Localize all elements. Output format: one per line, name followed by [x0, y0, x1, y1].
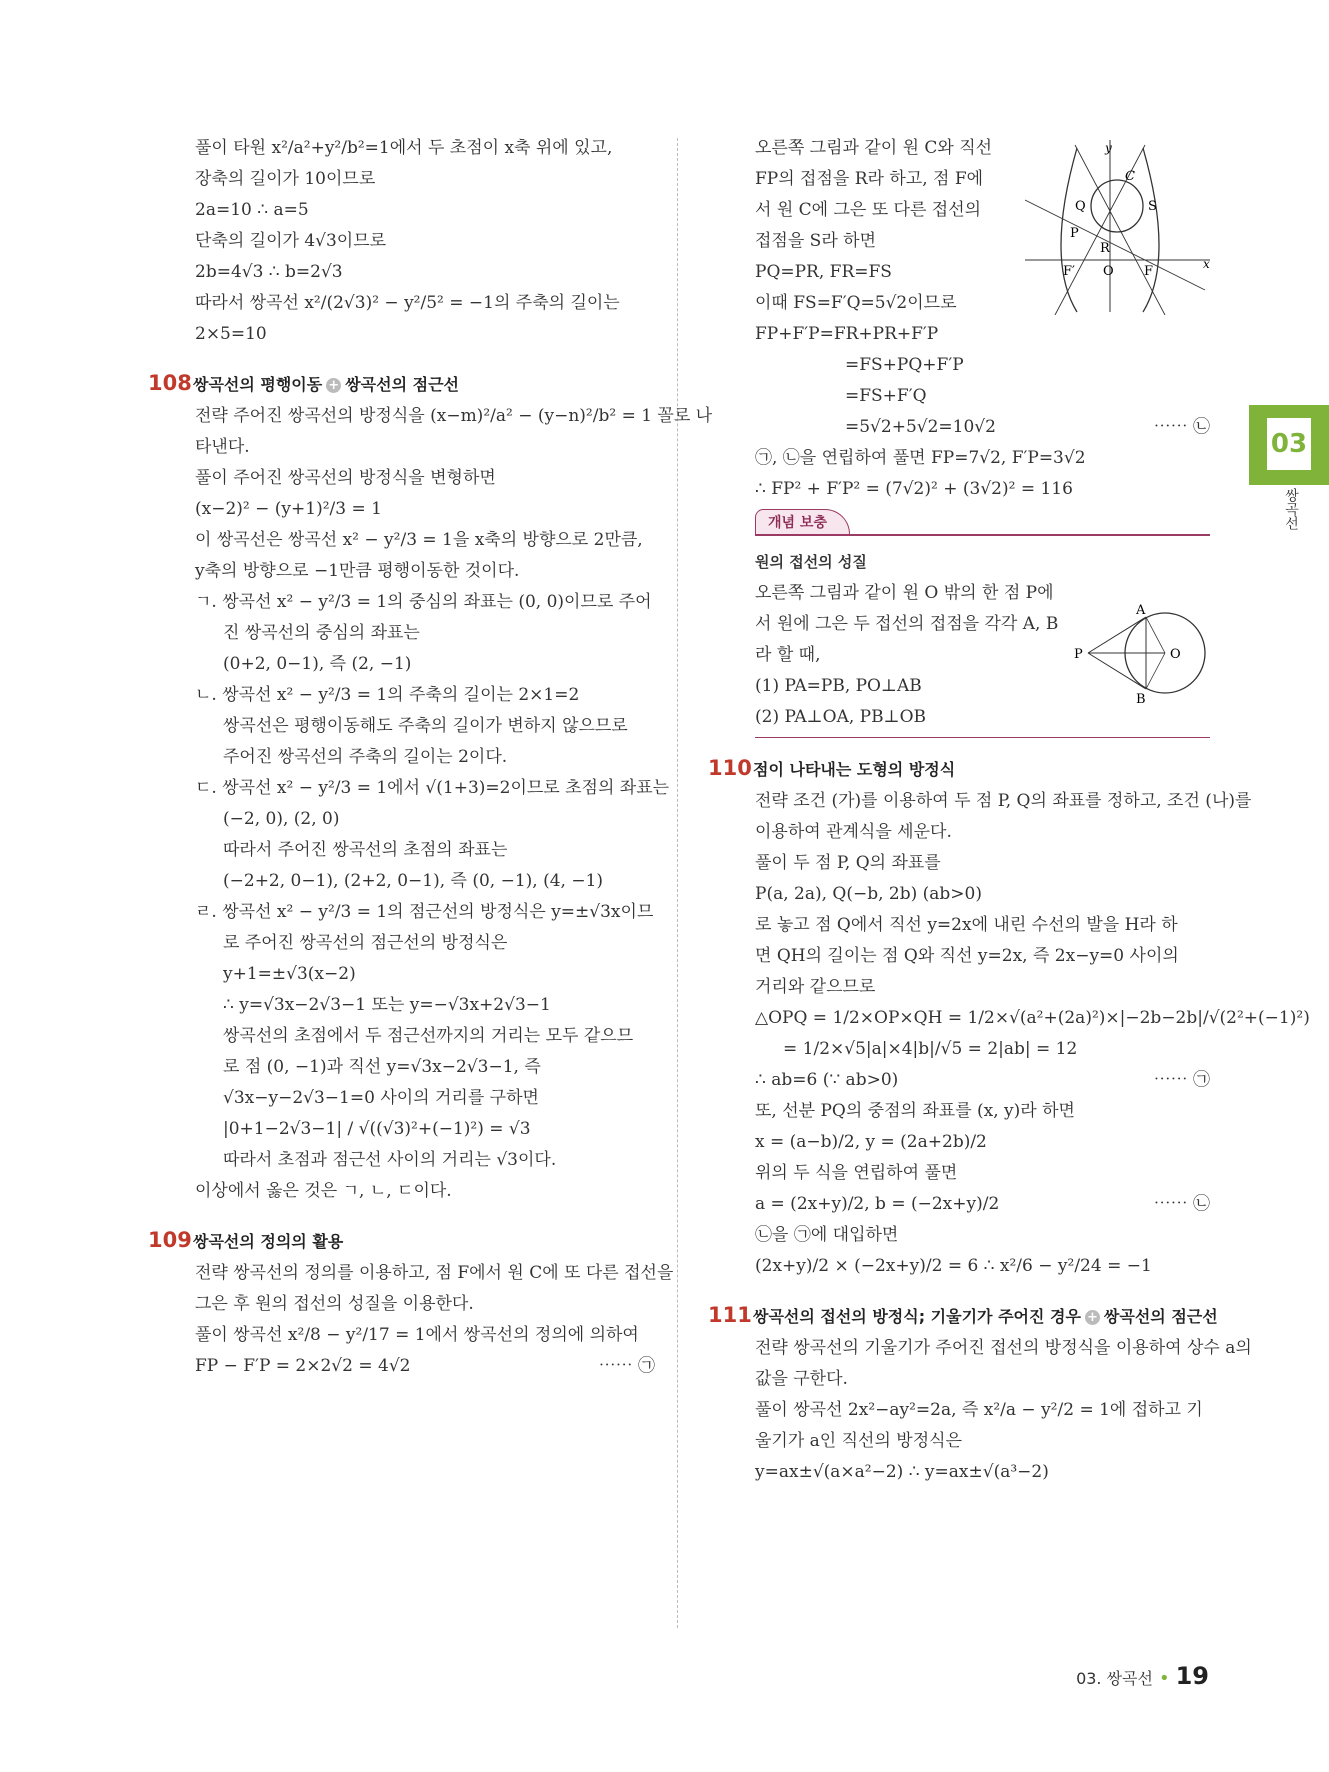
line-text: 쌍곡선의 초점에서 두 점근선까지의 거리는 모두 같으므 [223, 1026, 634, 1046]
text-line [755, 820, 1210, 844]
left-column [148, 136, 713, 1385]
text-line [755, 1130, 1210, 1154]
text-line [755, 913, 1210, 937]
plus-icon: + [326, 378, 341, 393]
line-text: 풀이 쌍곡선 x²/8 − y²/17 = 1에서 쌍곡선의 정의에 의하여 [195, 1325, 639, 1345]
fig1-o-label: O [1103, 264, 1114, 279]
line-text: ∴ FP² + F′P² = (7√2)² + (3√2)² = 116 [755, 479, 1073, 499]
line-text: 로 주어진 쌍곡선의 점근선의 방정식은 [223, 933, 508, 953]
line-text: 오른쪽 그림과 같이 원 O 밖의 한 점 P에 [755, 583, 1054, 603]
text-line [195, 1117, 655, 1141]
text-line [755, 1398, 1210, 1422]
text-line [195, 1292, 655, 1316]
problem-title-secondary: 쌍곡선의 점근선 [1103, 1307, 1218, 1326]
circle-tangent-figure [1070, 600, 1220, 705]
text-line [755, 477, 1210, 501]
line-text: 전략 쌍곡선의 기울기가 주어진 접선의 방정식을 이용하여 상수 a의 [755, 1338, 1252, 1358]
text-line [755, 1223, 1210, 1247]
line-text: 울기가 a인 직선의 방정식은 [755, 1431, 962, 1451]
line-text: =5√2+5√2=10√2 [845, 417, 996, 437]
text-line [755, 1099, 1210, 1123]
line-text: 서 원 C에 그은 또 다른 접선의 [755, 200, 982, 220]
line-text: 그은 후 원의 접선의 성질을 이용한다. [195, 1294, 474, 1314]
text-line [195, 1055, 655, 1079]
line-text: = 1/2×√5|a|×4|b|/√5 = 2|ab| = 12 [783, 1039, 1078, 1059]
text-line [195, 1086, 655, 1110]
text-line [755, 446, 1210, 470]
text-line [755, 1068, 1210, 1092]
line-text: a = (2x+y)/2, b = (−2x+y)/2 [755, 1194, 1000, 1214]
line-text: 풀이 쌍곡선 2x²−ay²=2a, 즉 x²/a − y²/2 = 1에 접하고 기 [755, 1400, 1203, 1420]
footer-dot: • [1158, 1668, 1170, 1689]
concept-tab-label: 개념 보충 [755, 509, 850, 534]
column-divider [677, 138, 678, 1628]
line-text: ㄱ. 쌍곡선 x² − y²/3 = 1의 중심의 좌표는 (0, 0)이므로 주어 [195, 592, 652, 612]
text-line [195, 838, 655, 862]
line-text: 로 놓고 점 Q에서 직선 y=2x에 내린 수선의 발을 H라 하 [755, 915, 1178, 935]
text-line [195, 621, 655, 645]
problem-number: 110 [708, 756, 752, 780]
text-line [755, 1254, 1210, 1278]
line-text: ∴ y=√3x−2√3−1 또는 y=−√3x+2√3−1 [223, 995, 551, 1015]
page-footer [1076, 1662, 1209, 1690]
problem-title-secondary: 쌍곡선의 점근선 [345, 375, 459, 394]
fig2-p-label: P [1074, 647, 1083, 662]
text-line [195, 260, 655, 284]
line-text: 이상에서 옳은 것은 ㄱ, ㄴ, ㄷ이다. [195, 1181, 452, 1201]
text-line [755, 944, 1210, 968]
line-text: 풀이 타원 x²/a²+y²/b²=1에서 두 초점이 x축 위에 있고, [195, 138, 613, 158]
text-line [195, 1024, 655, 1048]
line-text: 오른쪽 그림과 같이 원 C와 직선 [755, 138, 993, 158]
text-line [195, 900, 655, 924]
line-text: =FS+F′Q [845, 386, 927, 406]
text-line [195, 198, 655, 222]
line-text: PQ=PR, FR=FS [755, 262, 892, 282]
line-text: 진 쌍곡선의 중심의 좌표는 [223, 623, 420, 643]
plus-icon: + [1085, 1310, 1100, 1325]
line-text: ㄹ. 쌍곡선 x² − y²/3 = 1의 점근선의 방정식은 y=±√3x이므 [195, 902, 654, 922]
line-text: |0+1−2√3−1| / √((√3)²+(−1)²) = √3 [223, 1119, 531, 1139]
line-text: 서 원에 그은 두 접선의 접점을 각각 A, B [755, 614, 1059, 634]
problem-title: 점이 나타내는 도형의 방정식 [753, 760, 956, 779]
text-line [195, 993, 655, 1017]
problem-number: 108 [148, 371, 192, 395]
line-text: ㉠, ㉡을 연립하여 풀면 FP=7√2, F′P=3√2 [755, 448, 1086, 468]
text-line [195, 931, 655, 955]
text-line [195, 807, 655, 831]
text-line [195, 404, 713, 428]
footer-chapter: 03. 쌍곡선 [1076, 1669, 1153, 1688]
line-text: √3x−y−2√3−1=0 사이의 거리를 구하면 [223, 1088, 539, 1108]
problem-109-heading [148, 1228, 655, 1254]
text-line [195, 229, 655, 253]
line-text: FP+F′P=FR+PR+F′P [755, 324, 939, 344]
line-text: 전략 조건 (가)를 이용하여 두 점 P, Q의 좌표를 정하고, 조건 (나)를 [755, 791, 1252, 811]
line-text: 거리와 같으므로 [755, 977, 876, 997]
text-line [195, 136, 655, 160]
text-line [195, 1261, 674, 1285]
line-text: 라 할 때, [755, 645, 821, 665]
concept-rule [755, 534, 1210, 536]
page-number: 19 [1175, 1662, 1209, 1690]
hyperbola-circle-figure [1025, 140, 1215, 315]
text-line [755, 1037, 1210, 1061]
text-line [195, 322, 655, 346]
line-text: 또, 선분 PQ의 중점의 좌표를 (x, y)라 하면 [755, 1101, 1075, 1121]
line-text: 타낸다. [195, 437, 250, 457]
line-text: (2x+y)/2 × (−2x+y)/2 = 6 ∴ x²/6 − y²/24 = −1 [755, 1256, 1152, 1276]
text-line [755, 1460, 1210, 1484]
text-line [755, 705, 1210, 729]
problem-number: 109 [148, 1228, 192, 1252]
line-text: ㉡을 ㉠에 대입하면 [755, 1225, 899, 1245]
problem-110-heading [708, 756, 1210, 782]
problem-title: 쌍곡선의 평행이동 [193, 375, 323, 394]
chapter-number: 03 [1267, 418, 1311, 470]
line-text: 위의 두 식을 연립하여 풀면 [755, 1163, 958, 1183]
problem-title: 쌍곡선의 접선의 방정식; 기울기가 주어진 경우 [753, 1307, 1081, 1326]
line-text: FP의 접점을 R라 하고, 점 F에 [755, 169, 984, 189]
line-text: P(a, 2a), Q(−b, 2b) (ab>0) [755, 884, 982, 904]
line-text: (2) PA⊥OA, PB⊥OB [755, 707, 926, 727]
line-text: (x−2)² − (y+1)²/3 = 1 [195, 499, 382, 519]
line-text: 주어진 쌍곡선의 주축의 길이는 2이다. [223, 747, 508, 767]
line-text: △OPQ = 1/2×OP×QH = 1/2×√(a²+(2a)²)×|−2b−2b|/√(2²+(−1)²) [755, 1008, 1310, 1028]
text-line [755, 882, 1210, 906]
text-line [755, 1429, 1210, 1453]
problem-111-heading [708, 1303, 1218, 1329]
fig1-s-label: S [1148, 199, 1157, 214]
text-line [195, 1148, 655, 1172]
fig2-o-label: O [1170, 647, 1181, 662]
line-text: (−2+2, 0−1), (2+2, 0−1), 즉 (0, −1), (4, −1) [223, 871, 604, 891]
line-text: (0+2, 0−1), 즉 (2, −1) [223, 654, 412, 674]
line-text: ∴ ab=6 (∵ ab>0) [755, 1070, 899, 1090]
line-text: 2a=10 ∴ a=5 [195, 200, 309, 220]
equation-reference: ⋯⋯ ㉡ [1153, 417, 1210, 437]
equation-reference: ⋯⋯ ㉡ [1153, 1194, 1210, 1214]
fig2-b-label: B [1136, 692, 1146, 705]
line-text: 이 쌍곡선은 쌍곡선 x² − y²/3 = 1을 x축의 방향으로 2만큼, [195, 530, 643, 550]
concept-box-header [755, 509, 1210, 536]
text-line [195, 714, 655, 738]
line-text: ㄴ. 쌍곡선 x² − y²/3 = 1의 주축의 길이는 2×1=2 [195, 685, 580, 705]
line-text: 로 점 (0, −1)과 직선 y=√3x−2√3−1, 즉 [223, 1057, 541, 1077]
text-line [195, 435, 655, 459]
line-text: 장축의 길이가 10이므로 [195, 169, 376, 189]
problem-title: 쌍곡선의 정의의 활용 [193, 1232, 344, 1251]
fig1-x-label: x [1203, 257, 1210, 271]
line-text: 원의 접선의 성질 [755, 553, 867, 571]
line-text: (−2, 0), (2, 0) [223, 809, 340, 829]
fig1-q-label: Q [1075, 199, 1086, 214]
text-line [755, 384, 1210, 408]
text-line [755, 550, 1210, 574]
line-text: 이용하여 관계식을 세운다. [755, 822, 952, 842]
line-text: 값을 구한다. [755, 1369, 848, 1389]
text-line [755, 789, 1252, 813]
text-line [195, 497, 655, 521]
line-text: 전략 쌍곡선의 정의를 이용하고, 점 F에서 원 C에 또 다른 접선을 [195, 1263, 674, 1283]
text-line [195, 1323, 655, 1347]
fig1-f-label: F [1144, 264, 1154, 279]
line-text: y+1=±√3(x−2) [223, 964, 356, 984]
line-text: x = (a−b)/2, y = (2a+2b)/2 [755, 1132, 987, 1152]
fig1-p-label: P [1070, 226, 1079, 241]
text-line [195, 590, 655, 614]
line-text: 따라서 쌍곡선 x²/(2√3)² − y²/5² = −1의 주축의 길이는 [195, 293, 620, 313]
text-line [195, 962, 655, 986]
line-text: (1) PA=PB, PO⊥AB [755, 676, 922, 696]
fig2-a-label: A [1136, 603, 1146, 618]
line-text: 쌍곡선은 평행이동해도 주축의 길이가 변하지 않으므로 [223, 716, 628, 736]
text-line [195, 291, 655, 315]
text-line [195, 466, 655, 490]
equation-reference: ⋯⋯ ㉠ [598, 1356, 655, 1376]
fig1-c-label: C [1125, 169, 1135, 184]
line-text: 따라서 초점과 점근선 사이의 거리는 √3이다. [223, 1150, 557, 1170]
line-text: 면 QH의 길이는 점 Q와 직선 y=2x, 즉 2x−y=0 사이의 [755, 946, 1179, 966]
line-text: 2b=4√3 ∴ b=2√3 [195, 262, 343, 282]
fig1-r-label: R [1100, 241, 1110, 256]
line-text: 단축의 길이가 4√3이므로 [195, 231, 387, 251]
text-line [195, 683, 655, 707]
text-line [755, 415, 1210, 439]
line-text: 풀이 주어진 쌍곡선의 방정식을 변형하면 [195, 468, 496, 488]
text-line [755, 1367, 1210, 1391]
text-line [755, 1192, 1210, 1216]
text-line [195, 1354, 655, 1378]
line-text: 풀이 두 점 P, Q의 좌표를 [755, 853, 941, 873]
line-text: 따라서 주어진 쌍곡선의 초점의 좌표는 [223, 840, 508, 860]
line-text: y축의 방향으로 −1만큼 평행이동한 것이다. [195, 561, 520, 581]
problem-number: 111 [708, 1303, 752, 1327]
line-text: =FS+PQ+F′P [845, 355, 964, 375]
text-line [755, 322, 1210, 346]
problem-108-heading [148, 371, 655, 397]
text-line [195, 776, 670, 800]
line-text: 접점을 S라 하면 [755, 231, 876, 251]
fig1-fprime-label: F′ [1063, 264, 1075, 279]
chapter-side-label: 쌍곡선 [1283, 488, 1299, 530]
text-line [195, 167, 655, 191]
line-text: FP − F′P = 2×2√2 = 4√2 [195, 1356, 411, 1376]
line-text: ㄷ. 쌍곡선 x² − y²/3 = 1에서 √(1+3)=2이므로 초점의 좌표는 [195, 778, 670, 798]
fig1-y-label: y [1105, 141, 1112, 155]
line-text: 전략 주어진 쌍곡선의 방정식을 (x−m)²/a² − (y−n)²/b² = 1 꼴로 나 [195, 406, 713, 426]
text-line [755, 1006, 1310, 1030]
text-line [195, 559, 655, 583]
text-line [195, 528, 655, 552]
text-line [195, 745, 655, 769]
text-line [755, 975, 1210, 999]
line-text: 2×5=10 [195, 324, 267, 344]
text-line [755, 851, 1210, 875]
line-text: y=ax±√(a×a²−2) ∴ y=ax±√(a³−2) [755, 1462, 1049, 1482]
line-text: 이때 FS=F′Q=5√2이므로 [755, 293, 957, 313]
text-line [195, 869, 655, 893]
equation-reference: ⋯⋯ ㉠ [1153, 1070, 1210, 1090]
text-line [755, 1336, 1252, 1360]
text-line [755, 353, 1210, 377]
text-line [755, 1161, 1210, 1185]
text-line [195, 1179, 655, 1203]
text-line [195, 652, 655, 676]
